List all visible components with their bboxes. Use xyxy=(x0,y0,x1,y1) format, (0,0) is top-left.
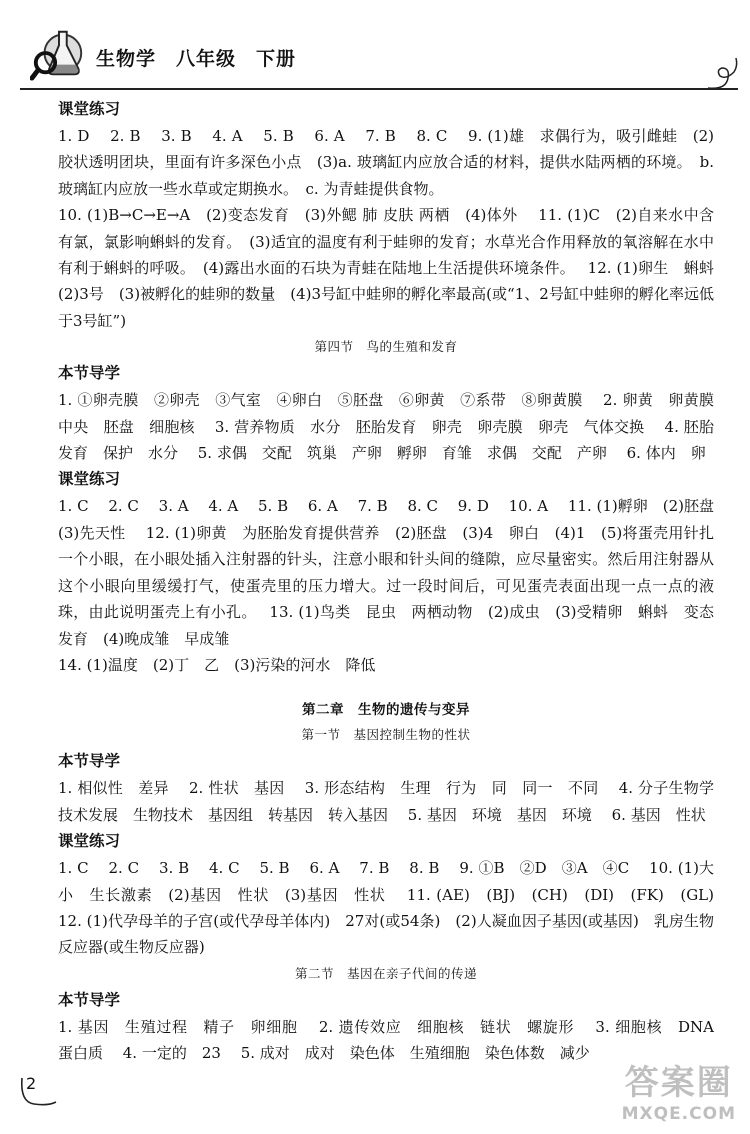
section-heading: 本节导学 xyxy=(58,990,121,1009)
book-title: 生物学 八年级 下册 xyxy=(96,48,297,70)
answer-paragraph: 10. (1)B→C→E→A (2)变态发育 (3)外鳃 肺 皮肤 两栖 (4)体外 11. (1)C (2)自来水中含有氯，氯影响蝌蚪的发育。 (3)适宜的温度有利于蛙卵的发育；水草光合作用释放的氧溶解在水中有利于蝌蚪的呼吸。 (4)露出水面的石块为青蛙在陆地上生活提供环境条件。 12. (1)卵生 蝌蚪 (2)3号 (3)被孵化的蛙卵的数量 (4)3号缸中蛙卵的孵化率最高(或“1、2号缸中蛙卵的孵化率远低于3号缸”) xyxy=(58,206,730,330)
lesson-heading: 第二节 基因在亲子代间的传递 xyxy=(294,965,477,981)
section-heading: 课堂练习 xyxy=(58,100,121,118)
watermark-logo-text: 答案圈 xyxy=(624,1063,733,1103)
flask-magnifier-icon xyxy=(30,24,88,82)
spacer xyxy=(58,678,714,690)
site-watermark xyxy=(622,1055,736,1124)
lesson-heading: 第一节 基因控制生物的性状 xyxy=(301,727,471,743)
header-rule xyxy=(20,88,738,90)
lesson-heading: 第四节 鸟的生殖和发育 xyxy=(314,339,458,355)
page-header xyxy=(0,0,750,95)
answer-paragraph: 14. (1)温度 (2)丁 乙 (3)污染的河水 降低 xyxy=(58,655,376,674)
answer-paragraph: 1. 基因 生殖过程 精子 卵细胞 2. 遗传效应 细胞核 链状 螺旋形 3. 细胞核 DNA 蛋白质 4. 一定的 23 5. 成对 成对 染色体 生殖细胞 染色体数 减少 xyxy=(58,1017,730,1063)
answer-paragraph: 1. C 2. C 3. B 4. C 5. B 6. A 7. B 8. B 9. ①B ②D ③A ④C 10. (1)大小 生长激素 (2)基因 性状 (3)基因 性状 11. (AE) (BJ) (CH) (DI) (FK) (GL) 12. (1)代孕母羊的子宫(或代孕母羊体内) 27对(或54条) (2)人凝血因子基因(或基因) 乳房生物反应器(或生物反应器) xyxy=(58,859,734,957)
section-heading: 课堂练习 xyxy=(58,470,121,489)
answer-paragraph: 1. 相似性 差异 2. 性状 基因 3. 形态结构 生理 行为 同 同一 不同 4. 分子生物学技术发展 生物技术 基因组 转基因 转入基因 5. 基因 环境 基因 环境 6. 基因 性状 xyxy=(58,779,714,824)
answer-paragraph: 1. D 2. B 3. B 4. A 5. B 6. A 7. B 8. C 9. (1)雄 求偶行为，吸引雌蛙 (2)胶状透明团块，里面有许多深色小点 (3)a. 玻璃缸内应放合适的材料，提供水陆两栖的环境。 b. 玻璃缸内应放一些水草或定期换水。 c. 为青蛙提供食物。 xyxy=(58,127,714,198)
answer-content xyxy=(58,96,734,1067)
answer-paragraph: 1. ①卵壳膜 ②卵壳 ③气室 ④卵白 ⑤胚盘 ⑥卵黄 ⑦系带 ⑧卵黄膜 2. 卵黄 卵黄膜 中央 胚盘 细胞核 3. 营养物质 水分 胚胎发育 卵壳 卵壳膜 卵壳 气体交换 4. 胚胎发育 保护 水分 5. 求偶 交配 筑巢 产卵 孵卵 育雏 求偶 交配 产卵 6. 体内 卵 xyxy=(58,391,730,463)
watermark-url: MXQE.COM xyxy=(621,1104,736,1124)
section-heading: 课堂练习 xyxy=(58,832,121,851)
page-corner-curl-icon xyxy=(18,1072,58,1110)
answer-paragraph: 1. C 2. C 3. A 4. A 5. B 6. A 7. B 8. C 9. D 10. A 11. (1)孵卵 (2)胚盘 (3)先天性 12. (1)卵黄 为胚胎发育提供营养 (2)胚盘 (3)4 卵白 (4)1 (5)将蛋壳用针扎一个小眼，在小眼处插入注射器的针头，注意小眼和针头间的缝隙，应尽量密实。然后用注射器从这个小眼向里缓缓打气，使蛋壳里的压力增大。过一段时间后，可见蛋壳表面出现一点一点的液珠，由此说明蛋壳上有小孔。 13. (1)鸟类 昆虫 两栖动物 (2)成虫 (3)受精卵 蝌蚪 变态发育 (4)晚成雏 早成雏 xyxy=(58,497,730,648)
decorative-curl-icon xyxy=(706,56,740,96)
section-heading: 本节导学 xyxy=(58,364,121,383)
section-heading: 本节导学 xyxy=(58,752,121,771)
chapter-heading: 第二章 生物的遗传与变异 xyxy=(302,702,470,719)
page-number: 2 xyxy=(26,1074,37,1093)
